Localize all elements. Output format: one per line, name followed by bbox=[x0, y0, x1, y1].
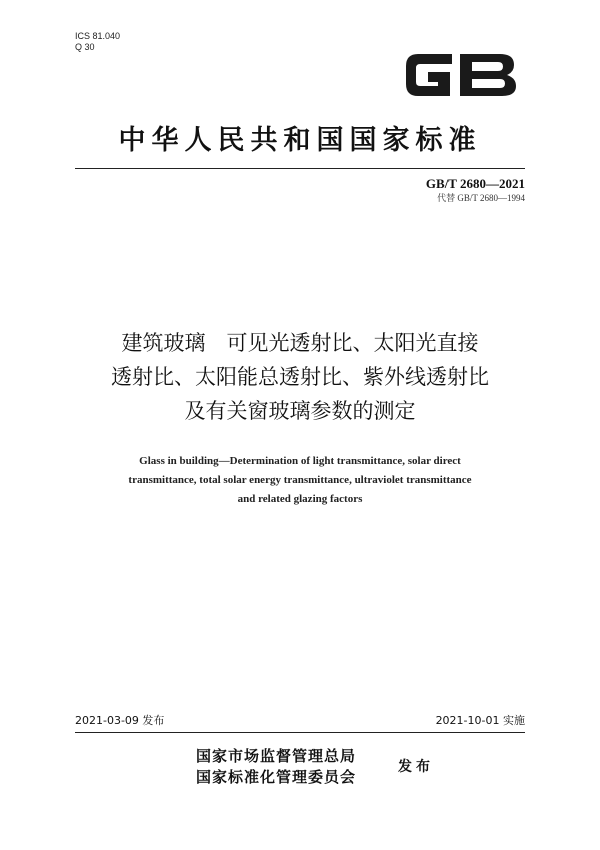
ics-code: ICS 81.040 bbox=[75, 31, 121, 41]
english-title bbox=[0, 452, 600, 509]
chinese-title bbox=[0, 326, 600, 428]
english-title-line: Glass in building—Determination of light transmittance, solar direct bbox=[139, 455, 461, 467]
replaces-standard: 代替 GB/T 2680—1994 bbox=[437, 193, 525, 203]
english-title-line: and related glazing factors bbox=[237, 493, 363, 505]
chinese-title-line: 透射比、太阳能总透射比、紫外线透射比 bbox=[111, 365, 489, 389]
implementation-date: 2021-10-01 实施 bbox=[435, 714, 525, 727]
top-divider bbox=[75, 168, 525, 169]
standard-number: GB/T 2680—2021 bbox=[425, 176, 525, 191]
issuing-authorities bbox=[196, 746, 356, 788]
authority-line: 国家标准化管理委员会 bbox=[196, 768, 357, 786]
issue-date: 2021-03-09 发布 bbox=[75, 714, 165, 727]
bottom-divider bbox=[75, 732, 525, 733]
release-label: 发布 bbox=[398, 759, 434, 775]
chinese-title-line: 建筑玻璃 可见光透射比、太阳光直接 bbox=[121, 331, 479, 355]
standard-number-block bbox=[426, 176, 525, 204]
ccs-code: Q 30 bbox=[75, 42, 95, 52]
authority-line: 国家市场监督管理总局 bbox=[196, 747, 357, 765]
gb-logo-icon bbox=[400, 40, 520, 110]
classification-codes bbox=[75, 31, 120, 53]
english-title-line: transmittance, total solar energy transmittance, ultraviolet transmittance bbox=[128, 474, 472, 486]
chinese-title-line: 及有关窗玻璃参数的测定 bbox=[184, 399, 416, 423]
national-standard-title: 中华人民共和国国家标准 bbox=[118, 125, 482, 156]
